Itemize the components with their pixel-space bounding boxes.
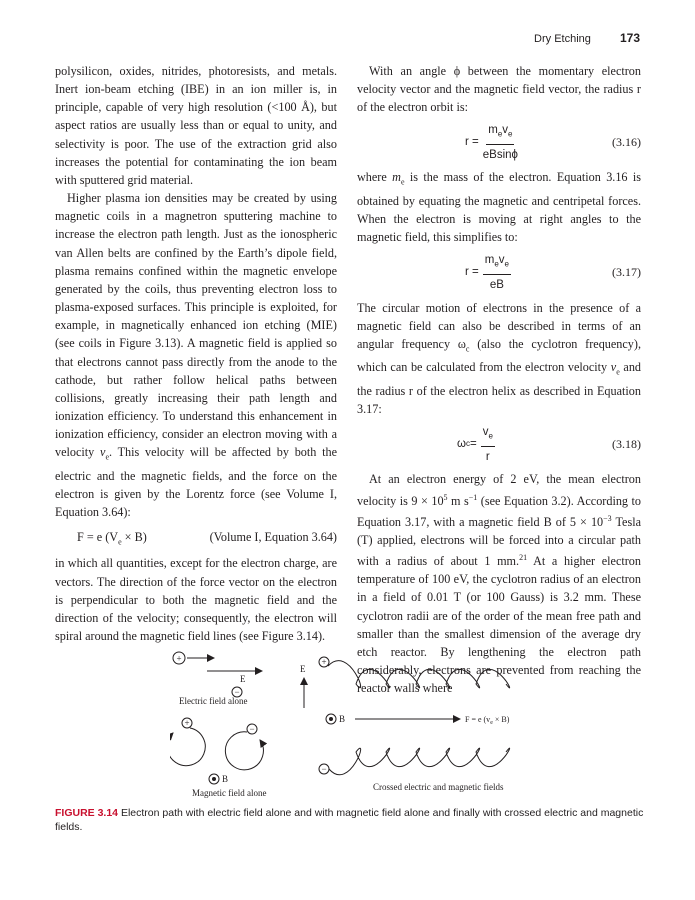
right-paragraph-3: The circular motion of electrons in the presence of a magnetic field can also be described in terms of an angular frequency $\omega_c$ (also the cyclotron frequency), which can be calculated from the electron velocity $v_e$ and the radius r of the electron helix as described in Equation 3.17:	[357, 300, 642, 417]
electric-field-alone-label: Electric field alone	[179, 696, 248, 706]
force-label: F = e $(v_e \times B)$	[465, 715, 510, 726]
svg-text:B: B	[222, 774, 229, 784]
lorentz-formula: F = e $(V_e \times B)$	[77, 530, 147, 547]
left-column	[55, 62, 337, 645]
equation-number: (3.17)	[612, 265, 641, 280]
svg-text:−: −	[234, 687, 240, 697]
figure-3-14-diagram	[170, 648, 550, 798]
svg-text:+: +	[176, 653, 182, 664]
caption-text: Electron path with electric field alone and with magnetic field alone and finally with crossed electric and magnetic fields.	[55, 807, 644, 833]
svg-text:+: +	[184, 718, 190, 728]
svg-text:E: E	[300, 664, 306, 674]
right-column	[357, 62, 641, 697]
svg-text:+: +	[321, 657, 327, 667]
left-paragraph-1: polysilicon, oxides, nitrides, photoresists, and metals. Inert ion-beam etching (IBE) in an ion miller is, in principle, capable of very high resolution (<100 Å), but aspect ratios are usually less than or equal to unity, and selectivity is poor. The use of the extraction grid also increases the potential for contaminating the ion beam with sputtered grid material.	[55, 64, 337, 187]
crossed-fields-label: Crossed electric and magnetic fields	[373, 782, 504, 792]
right-paragraph-2: where $m_e$ is the mass of the electron. Equation 3.16 is obtained by equating the magnetic and centripetal forces. When the electron is moving at right angles to the magnetic field, this simplifies to:	[357, 170, 642, 245]
right-paragraph-1: With an angle ϕ between the momentary electron velocity vector and the magnetic field vector, the radius r of the electron orbit is:	[357, 64, 641, 115]
svg-text:B: B	[339, 714, 346, 724]
figure-caption	[55, 806, 645, 834]
svg-text:−: −	[321, 764, 327, 774]
running-header	[534, 31, 640, 45]
positive-cycloid-path	[328, 661, 510, 688]
equation-3-17: r = $\frac{m_ev_e}{eB}$ (3.17)	[357, 252, 641, 294]
right-paragraph-4: At an electron energy of 2 eV, the mean electron velocity is $9 \times 10^5$ m $s^{-1}$ (see Equation 3.2). According to Equation 3.17, with a magnetic field B of $5 \times 10^{-3}$ Tesla (T) applied, electrons will be forced into a circular path with a radius of about 1 mm.$^{21}$ At a higher electron temperature of 100 eV, the cyclotron radius of an electron in a field of 0.01 T (or 100 Gauss) is 3.2 mm. These cyclotron radii are of the order of the mean free path and smaller than the smallest dimension of the average dry etch reactor. By lengthening the electron path considerably, electrons are prevented from reaching the reactor walls where	[357, 472, 642, 696]
equation-3-16: r = $\frac{m_ev_e}{eBsin\phi}$ (3.16)	[357, 121, 641, 163]
left-paragraph-2: Higher plasma ion densities may be created by using magnetic coils in a magnetron sputtering machine to increase the electron path length. Just as the ionospheric van Allen belts are confined by the Earth’s dipole field, plasma remains confined within the magnetic envelope generated by the coils, thus preventing electron loss to plasma-exposed surfaces. This principle is exploited, for example, in magnetically enhanced ion etching (MIE) (see coils in Figure 3.13). A magnetic field is applied so that electrons cannot pass directly from the anode to the cathode, but rather follow helical paths between collisions, greatly increasing their path length and ionization efficiency. To understand this enhancement in ionization efficiency, consider an electron moving with a velocity $v_e$. This velocity will be affected by both the electric and the magnetic fields, and the force on the electron is given by the Lorentz force (see Volume I, Equation 3.64):	[55, 191, 338, 520]
equation-number: (3.18)	[612, 437, 641, 452]
section-title: Dry Etching	[534, 33, 591, 45]
negative-orbit-path	[225, 732, 263, 770]
lorentz-equation	[77, 528, 337, 546]
equation-number: (3.16)	[612, 135, 641, 150]
page-number: 173	[619, 31, 640, 45]
left-paragraph-3: in which all quantities, except for the electron charge, are vectors. The direction of the force vector on the electron is perpendicular to both the magnetic field and the direction of the velocity; consequently, the electron will spiral around the magnetic field lines (see Figure 3.14).	[55, 556, 337, 643]
lorentz-reference: (Volume I, Equation 3.64)	[209, 530, 337, 545]
magnetic-field-alone-label: Magnetic field alone	[192, 788, 267, 798]
negative-cycloid-path	[329, 748, 510, 775]
equation-3-18: ω c = $\frac{v_e}{r}$ (3.18)	[357, 423, 641, 465]
svg-text:E: E	[240, 674, 246, 684]
figure-label: FIGURE 3.14	[55, 807, 119, 819]
svg-text:−: −	[249, 724, 255, 734]
positive-orbit-path	[170, 728, 205, 766]
